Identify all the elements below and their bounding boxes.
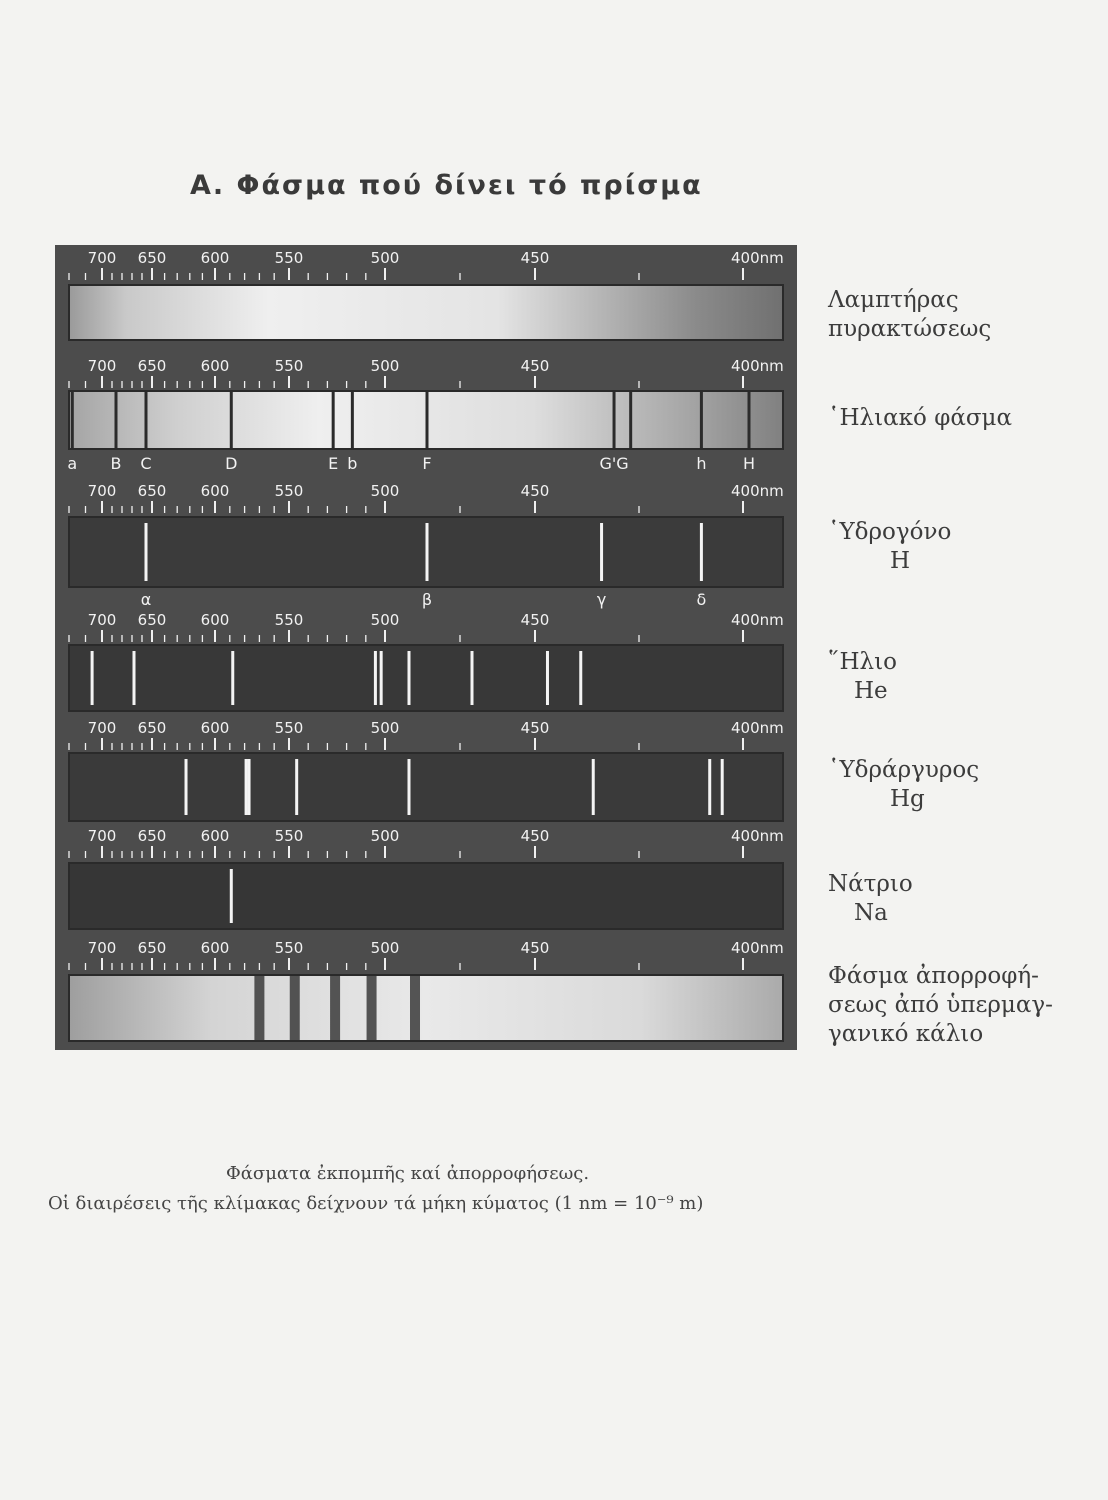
scale-tick-label: 650 bbox=[137, 357, 167, 375]
scale-tick-label: 650 bbox=[137, 939, 167, 957]
label-line: ῾Υδράργυρος bbox=[828, 757, 980, 783]
scale-tick-label: 500 bbox=[370, 827, 400, 845]
line-marker-label: D bbox=[225, 454, 238, 473]
emission-line bbox=[471, 651, 474, 705]
scale-tick-label: 600 bbox=[200, 719, 230, 737]
absorption-line bbox=[332, 392, 335, 448]
scale-tick-label: 550 bbox=[274, 827, 304, 845]
scale-tick-label: 550 bbox=[274, 249, 304, 267]
emission-line bbox=[295, 759, 298, 815]
emission-line bbox=[408, 759, 411, 815]
line-marker-label: b bbox=[347, 454, 358, 473]
spectrum-strip bbox=[69, 975, 783, 1041]
label-line: Φάσμα ἀπορροφή- bbox=[828, 963, 1039, 989]
scale-tick-label: 500 bbox=[370, 357, 400, 375]
emission-line bbox=[721, 759, 724, 815]
label-line: Hg bbox=[890, 786, 925, 812]
figure-title: Α. Φάσμα πού δίνει τό πρίσμα bbox=[190, 170, 703, 201]
scale-tick-label: 550 bbox=[274, 611, 304, 629]
scale-tick-label: 400nm bbox=[731, 827, 784, 845]
line-marker-label: G'G bbox=[599, 454, 629, 473]
emission-line bbox=[408, 651, 411, 705]
label-line: ῾Ηλιακό φάσμα bbox=[828, 405, 1013, 431]
label-line: σεως ἀπό ὑπερμαγ- bbox=[828, 992, 1053, 1018]
absorption-line bbox=[748, 392, 751, 448]
scale-tick-label: 600 bbox=[200, 357, 230, 375]
label-line: ῞Ηλιο bbox=[828, 649, 897, 675]
absorption-line bbox=[145, 392, 148, 448]
caption-line-1: Φάσματα ἐκπομπῆς καί ἀπορροφήσεως. bbox=[226, 1163, 590, 1184]
spectrum-strip bbox=[69, 645, 783, 711]
scale-tick-label: 700 bbox=[87, 357, 117, 375]
absorption-line bbox=[629, 392, 632, 448]
scale-tick-label: 450 bbox=[520, 827, 550, 845]
emission-line bbox=[380, 651, 383, 705]
absorption-band bbox=[410, 976, 420, 1040]
emission-line bbox=[230, 869, 233, 923]
absorption-line bbox=[700, 392, 703, 448]
emission-line bbox=[600, 523, 603, 581]
absorption-line bbox=[71, 392, 74, 448]
scale-tick-label: 400nm bbox=[731, 249, 784, 267]
label-permanganate bbox=[828, 962, 1053, 1049]
emission-line bbox=[374, 651, 377, 705]
emission-line bbox=[426, 523, 429, 581]
emission-line bbox=[185, 759, 188, 815]
absorption-line bbox=[426, 392, 429, 448]
label-line: Νάτριο bbox=[828, 871, 913, 897]
line-marker-label: F bbox=[422, 454, 432, 473]
scale-tick-label: 400nm bbox=[731, 939, 784, 957]
label-sodium bbox=[828, 870, 913, 928]
scale-tick-label: 500 bbox=[370, 611, 400, 629]
label-line: Na bbox=[854, 900, 888, 926]
scale-tick-label: 550 bbox=[274, 482, 304, 500]
label-line: γανικό κάλιο bbox=[828, 1021, 984, 1047]
caption-line-2: Οἱ διαιρέσεις τῆς κλίμακας δείχνουν τά μήκη κύματος (1 nm = 10⁻⁹ m) bbox=[48, 1193, 704, 1214]
scale-tick-label: 700 bbox=[87, 611, 117, 629]
scale-tick-label: 550 bbox=[274, 939, 304, 957]
scale-tick-label: 550 bbox=[274, 357, 304, 375]
label-line: ῾Υδρογόνο bbox=[828, 519, 952, 545]
absorption-line bbox=[230, 392, 233, 448]
emission-line bbox=[700, 523, 703, 581]
spectrum-strip bbox=[69, 753, 783, 821]
scale-tick-label: 600 bbox=[200, 249, 230, 267]
line-marker-label: a bbox=[67, 454, 78, 473]
scale-tick-label: 650 bbox=[137, 249, 167, 267]
scale-tick-label: 500 bbox=[370, 249, 400, 267]
absorption-band bbox=[367, 976, 377, 1040]
spectra-diagram bbox=[55, 245, 797, 1050]
label-line: Λαμπτήρας bbox=[828, 287, 959, 313]
spectrum-strip bbox=[69, 863, 783, 929]
scale-tick-label: 450 bbox=[520, 939, 550, 957]
scale-tick-label: 650 bbox=[137, 827, 167, 845]
emission-line bbox=[133, 651, 136, 705]
scale-tick-label: 650 bbox=[137, 719, 167, 737]
scale-tick-label: 500 bbox=[370, 482, 400, 500]
scale-tick-label: 400nm bbox=[731, 611, 784, 629]
scale-tick-label: 400nm bbox=[731, 482, 784, 500]
scale-tick-label: 500 bbox=[370, 719, 400, 737]
scale-tick-label: 700 bbox=[87, 827, 117, 845]
scale-tick-label: 500 bbox=[370, 939, 400, 957]
scale-tick-label: 600 bbox=[200, 611, 230, 629]
line-marker-label: E bbox=[328, 454, 339, 473]
line-marker-label: h bbox=[696, 454, 707, 473]
label-helium bbox=[828, 648, 897, 706]
scale-tick-label: 700 bbox=[87, 939, 117, 957]
scale-tick-label: 600 bbox=[200, 939, 230, 957]
spectra-plate bbox=[55, 245, 797, 1050]
emission-line bbox=[592, 759, 595, 815]
emission-line bbox=[245, 759, 248, 815]
line-marker-label: H bbox=[742, 454, 756, 473]
absorption-line bbox=[351, 392, 354, 448]
emission-line bbox=[91, 651, 94, 705]
scale-tick-label: 450 bbox=[520, 482, 550, 500]
line-marker-label: α bbox=[140, 590, 152, 609]
emission-line bbox=[231, 651, 234, 705]
emission-line bbox=[145, 523, 148, 581]
scale-tick-label: 550 bbox=[274, 719, 304, 737]
absorption-line bbox=[115, 392, 118, 448]
scale-tick-label: 400nm bbox=[731, 719, 784, 737]
scale-tick-label: 650 bbox=[137, 611, 167, 629]
emission-line bbox=[708, 759, 711, 815]
line-marker-label: γ bbox=[596, 590, 607, 609]
scale-tick-label: 650 bbox=[137, 482, 167, 500]
scale-tick-label: 600 bbox=[200, 827, 230, 845]
emission-line bbox=[579, 651, 582, 705]
emission-line bbox=[546, 651, 549, 705]
scale-tick-label: 700 bbox=[87, 482, 117, 500]
line-marker-label: C bbox=[140, 454, 152, 473]
label-hydrogen bbox=[828, 518, 951, 576]
scale-tick-label: 450 bbox=[520, 611, 550, 629]
absorption-band bbox=[330, 976, 340, 1040]
scale-tick-label: 450 bbox=[520, 719, 550, 737]
label-mercury bbox=[828, 756, 979, 814]
scale-tick-label: 700 bbox=[87, 719, 117, 737]
scale-tick-label: 450 bbox=[520, 249, 550, 267]
line-marker-label: B bbox=[110, 454, 122, 473]
label-line: H bbox=[890, 548, 911, 574]
scale-tick-label: 400nm bbox=[731, 357, 784, 375]
absorption-band bbox=[254, 976, 264, 1040]
spectrum-strip bbox=[69, 285, 783, 340]
label-solar-spectrum bbox=[828, 404, 1012, 433]
absorption-line bbox=[613, 392, 616, 448]
emission-line bbox=[248, 759, 251, 815]
scale-tick-label: 450 bbox=[520, 357, 550, 375]
absorption-band bbox=[290, 976, 300, 1040]
label-line: πυρακτώσεως bbox=[828, 316, 992, 342]
line-marker-label: δ bbox=[696, 590, 707, 609]
label-incandescent-lamp bbox=[828, 286, 991, 344]
label-line: He bbox=[854, 678, 888, 704]
scale-tick-label: 600 bbox=[200, 482, 230, 500]
scale-tick-label: 700 bbox=[87, 249, 117, 267]
line-marker-label: β bbox=[421, 590, 433, 609]
